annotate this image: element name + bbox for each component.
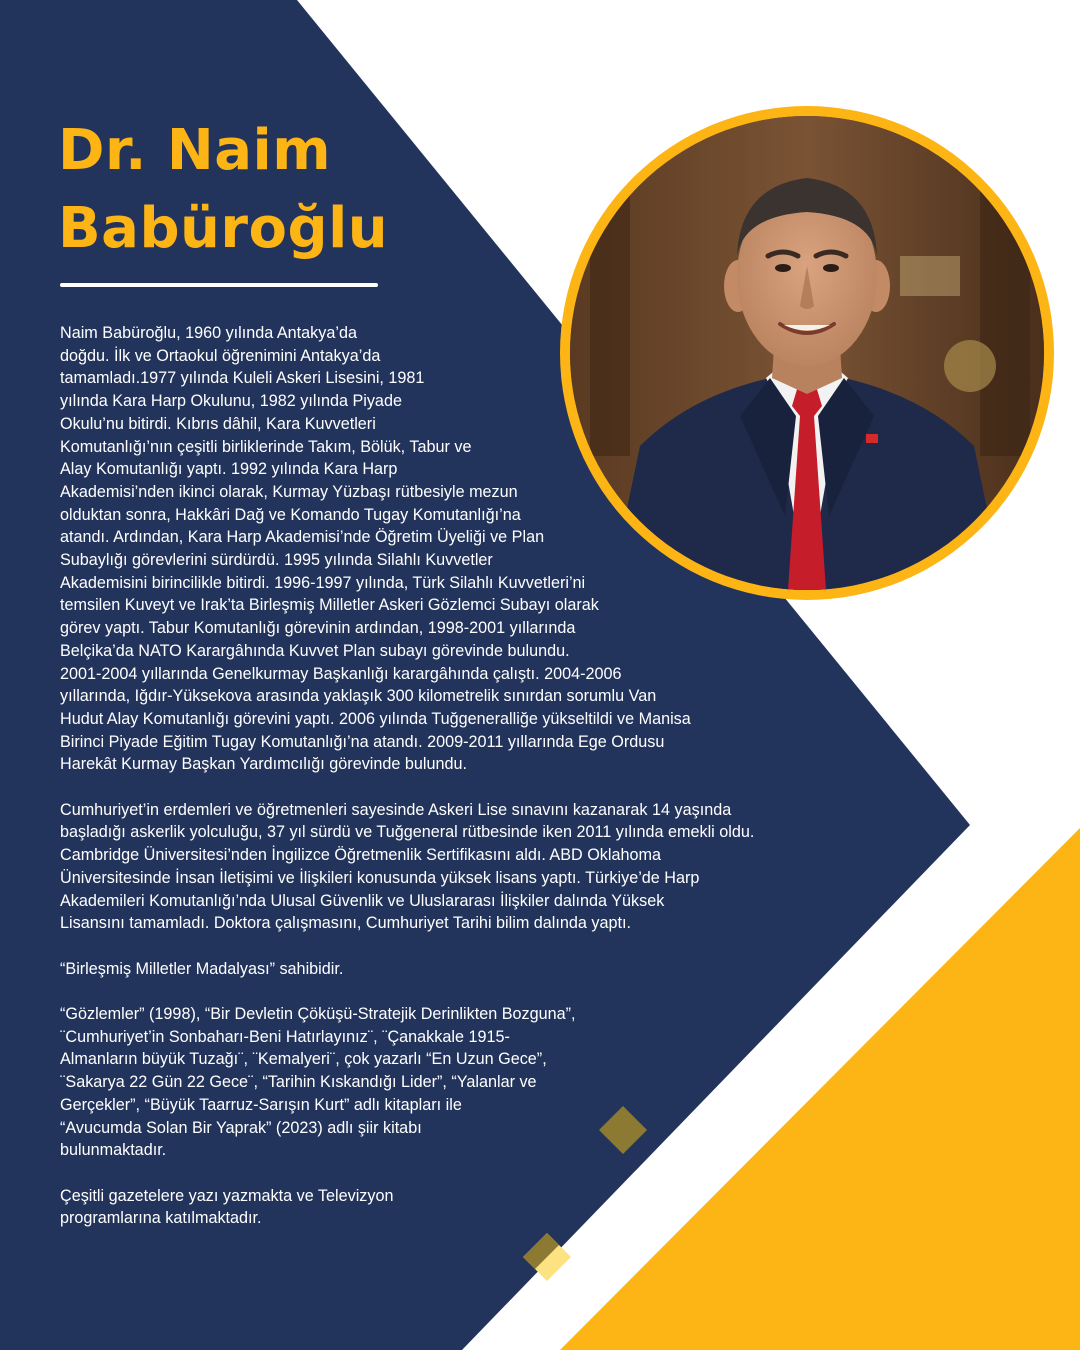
title-line-2: Babüroğlu bbox=[58, 196, 389, 261]
bio-paragraph-media: Çeşitli gazetelere yazı yazmakta ve Televizyon programlarına katılmaktadır. bbox=[60, 1186, 394, 1228]
portrait-photo bbox=[570, 116, 1044, 590]
page-title bbox=[58, 112, 388, 268]
portrait-frame bbox=[560, 106, 1054, 600]
portrait-illustration bbox=[570, 116, 1044, 590]
title-divider bbox=[60, 283, 378, 287]
bio-paragraph-medal: “Birleşmiş Milletler Madalyası” sahibidir. bbox=[60, 959, 344, 978]
bio-paragraph-education: Cumhuriyet’in erdemleri ve öğretmenleri sayesinde Askeri Lise sınavını kazanarak 14 yaşında başladığı askerlik yolculuğu, 37 yıl sürdü ve Tuğgeneral rütbesinde iken 2011 yılında emekli oldu. Cambridge Üniversitesi’nden İngilizce Öğretmenlik Sertifikasını aldı. ABD Oklahoma Üniversitesinde İnsan İletişimi ve İlişkileri konusunda yüksek lisans yaptı. Türkiye’de Harp Akademileri Komutanlığı’nda Ulusal Güvenlik ve Uluslararası İlişkiler dalında Yüksek Lisansını tamamladı. Doktora çalışmasını, Cumhuriyet Tarihi bilim dalında yaptı. bbox=[60, 800, 755, 933]
bio-paragraph-books: “Gözlemler” (1998), “Bir Devletin Çöküşü-Stratejik Derinlikten Bozguna”, ¨Cumhuriyet’in Sonbaharı-Beni Hatırlayınız¨, ¨Çanakkale 1915- Almanların büyük Tuzağı¨, ¨Kemalyeri¨, çok yazarlı “En Uzun Gece”, ¨Sakarya 22 Gün 22 Gece¨, “Tarihin Kıskandığı Lider”, “Yalanlar ve Gerçekler”, “Büyük Taarruz-Sarışın Kurt” adlı kitapları ile “Avucumda Solan Bir Yaprak” (2023) adlı şiir kitabı bulunmaktadır. bbox=[60, 1005, 576, 1160]
bio-paragraph-career: Naim Babüroğlu, 1960 yılında Antakya’da doğdu. İlk ve Ortaokul öğrenimini Antakya’da tamamladı.1977 yılında Kuleli Askeri Lisesini, 1981 yılında Kara Harp Okulunu, 1982 yılında Piyade Okulu’nu bitirdi. Kıbrıs dâhil, Kara Kuvvetleri Komutanlığı’nın çeşitli birliklerinde Takım, Bölük, Tabur ve Alay Komutanlığı yaptı. 1992 yılında Kara Harp Akademisi’nden ikinci olarak, Kurmay Yüzbaşı rütbesiyle mezun olduktan sonra, Hakkâri Dağ ve Komando Tugay Komutanlığı’na atandı. Ardından, Kara Harp Akademisi’nde Öğretim Üyeliği ve Plan Subaylığı görevlerini sürdürdü. 1995 yılında Silahlı Kuvvetler Akademisini birincilikle bitirdi. 1996-1997 yılında, Türk Silahlı Kuvvetleri’ni temsilen Kuveyt ve Irak’ta Birleşmiş Milletler Askeri Gözlemci Subayı olarak görev yaptı. Tabur Komutanlığı görevinin ardından, 1998-2001 yıllarında Belçika’da NATO Karargâhında Kuvvet Plan subayı görevinde bulundu. 2001-2004 yıllarında Genelkurmay Başkanlığı karargâhında çalıştı. 2004-2006 yıllarında, Iğdır-Yüksekova arasında yaklaşık 300 kilometrelik sınırdan sorumlu Van Hudut Alay Komutanlığı görevini yaptı. 2006 yılında Tuğgeneralliğe yükseltildi ve Manisa Birinci Piyade Eğitim Tugay Komutanlığı’na atandı. 2009-2011 yıllarında Ege Ordusu Harekât Kurmay Başkan Yardımcılığı görevinde bulundu. bbox=[60, 324, 691, 774]
title-line-1: Dr. Naim bbox=[58, 118, 332, 183]
